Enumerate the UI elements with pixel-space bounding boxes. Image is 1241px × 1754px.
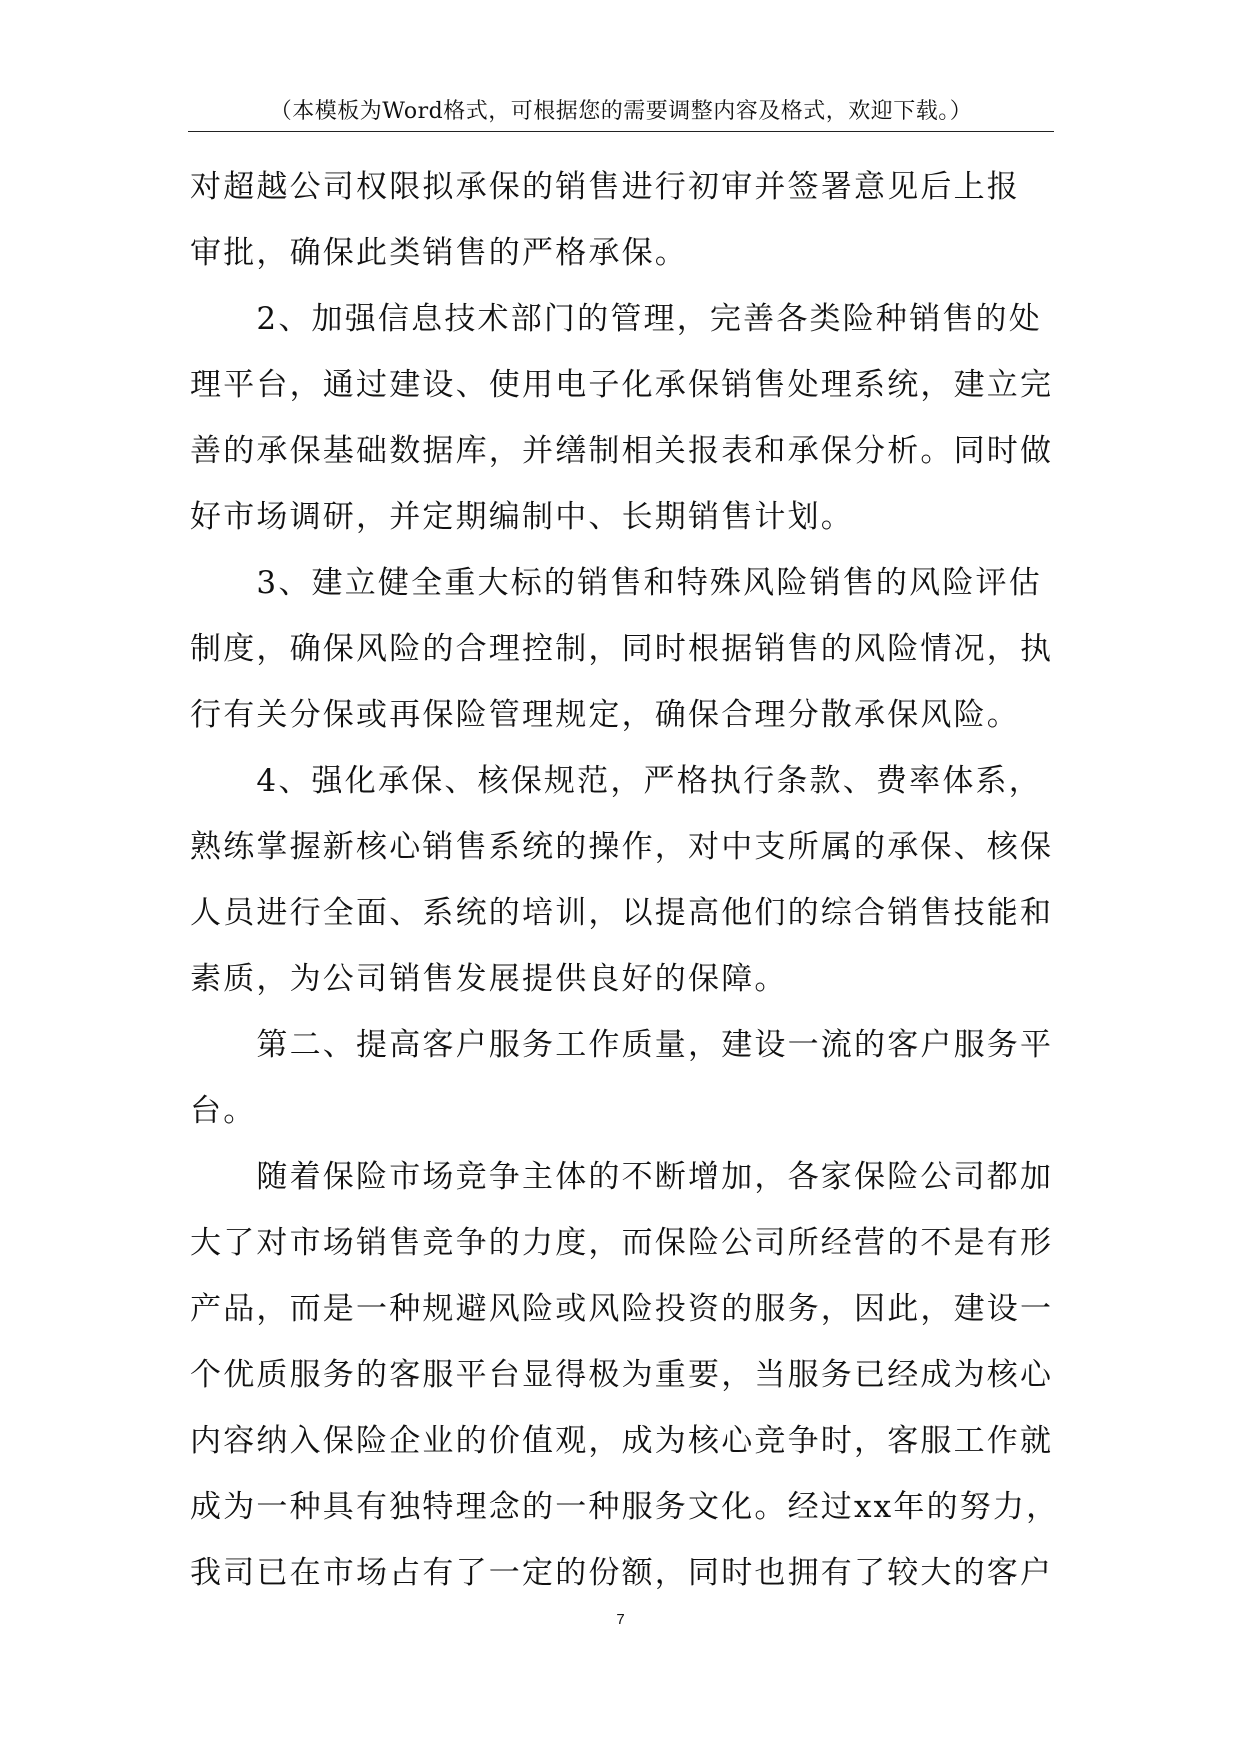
text-line: 我司已在市场占有了一定的份额，同时也拥有了较大的客户 [190,1555,1054,1591]
text-line: 审批，确保此类销售的严格承保。 [190,235,688,271]
text-line: 理平台，通过建设、使用电子化承保销售处理系统，建立完 [190,367,1054,403]
text-line: 个优质服务的客服平台显得极为重要，当服务已经成为核心 [190,1357,1054,1393]
text-line: 4、强化承保、核保规范，严格执行条款、费率体系， [190,763,1042,799]
text-line: 制度，确保风险的合理控制，同时根据销售的风险情况，执 [190,631,1054,667]
page-header: （本模板为Word格式，可根据您的需要调整内容及格式，欢迎下载。） [269,99,973,124]
page-number: 7 [616,1611,625,1628]
text-line: 善的承保基础数据库，并缮制相关报表和承保分析。同时做 [190,433,1054,469]
text-line: 大了对市场销售竞争的力度，而保险公司所经营的不是有形 [190,1225,1054,1261]
text-line: 对超越公司权限拟承保的销售进行初审并签署意见后上报 [190,169,1020,205]
text-line: 台。 [190,1093,257,1129]
text-line: 成为一种具有独特理念的一种服务文化。经过xx年的努力， [190,1489,1060,1525]
text-line: 素质，为公司销售发展提供良好的保障。 [190,961,788,997]
text-line: 人员进行全面、系统的培训，以提高他们的综合销售技能和 [190,895,1054,931]
text-line: 3、建立健全重大标的销售和特殊风险销售的风险评估 [190,565,1042,601]
text-line: 2、加强信息技术部门的管理，完善各类险种销售的处 [190,301,1042,337]
text-line: 熟练掌握新核心销售系统的操作，对中支所属的承保、核保 [190,829,1054,865]
text-line: 行有关分保或再保险管理规定，确保合理分散承保风险。 [190,697,1020,733]
text-line: 产品，而是一种规避风险或风险投资的服务，因此，建设一 [190,1291,1054,1327]
text-line: 好市场调研，并定期编制中、长期销售计划。 [190,499,854,535]
text-line: 随着保险市场竞争主体的不断增加，各家保险公司都加 [190,1159,1054,1195]
text-line: 第二、提高客户服务工作质量，建设一流的客户服务平 [190,1027,1054,1063]
text-line: 内容纳入保险企业的价值观，成为核心竞争时，客服工作就 [190,1423,1054,1459]
header-divider [188,131,1054,132]
body-text [190,154,1060,1606]
